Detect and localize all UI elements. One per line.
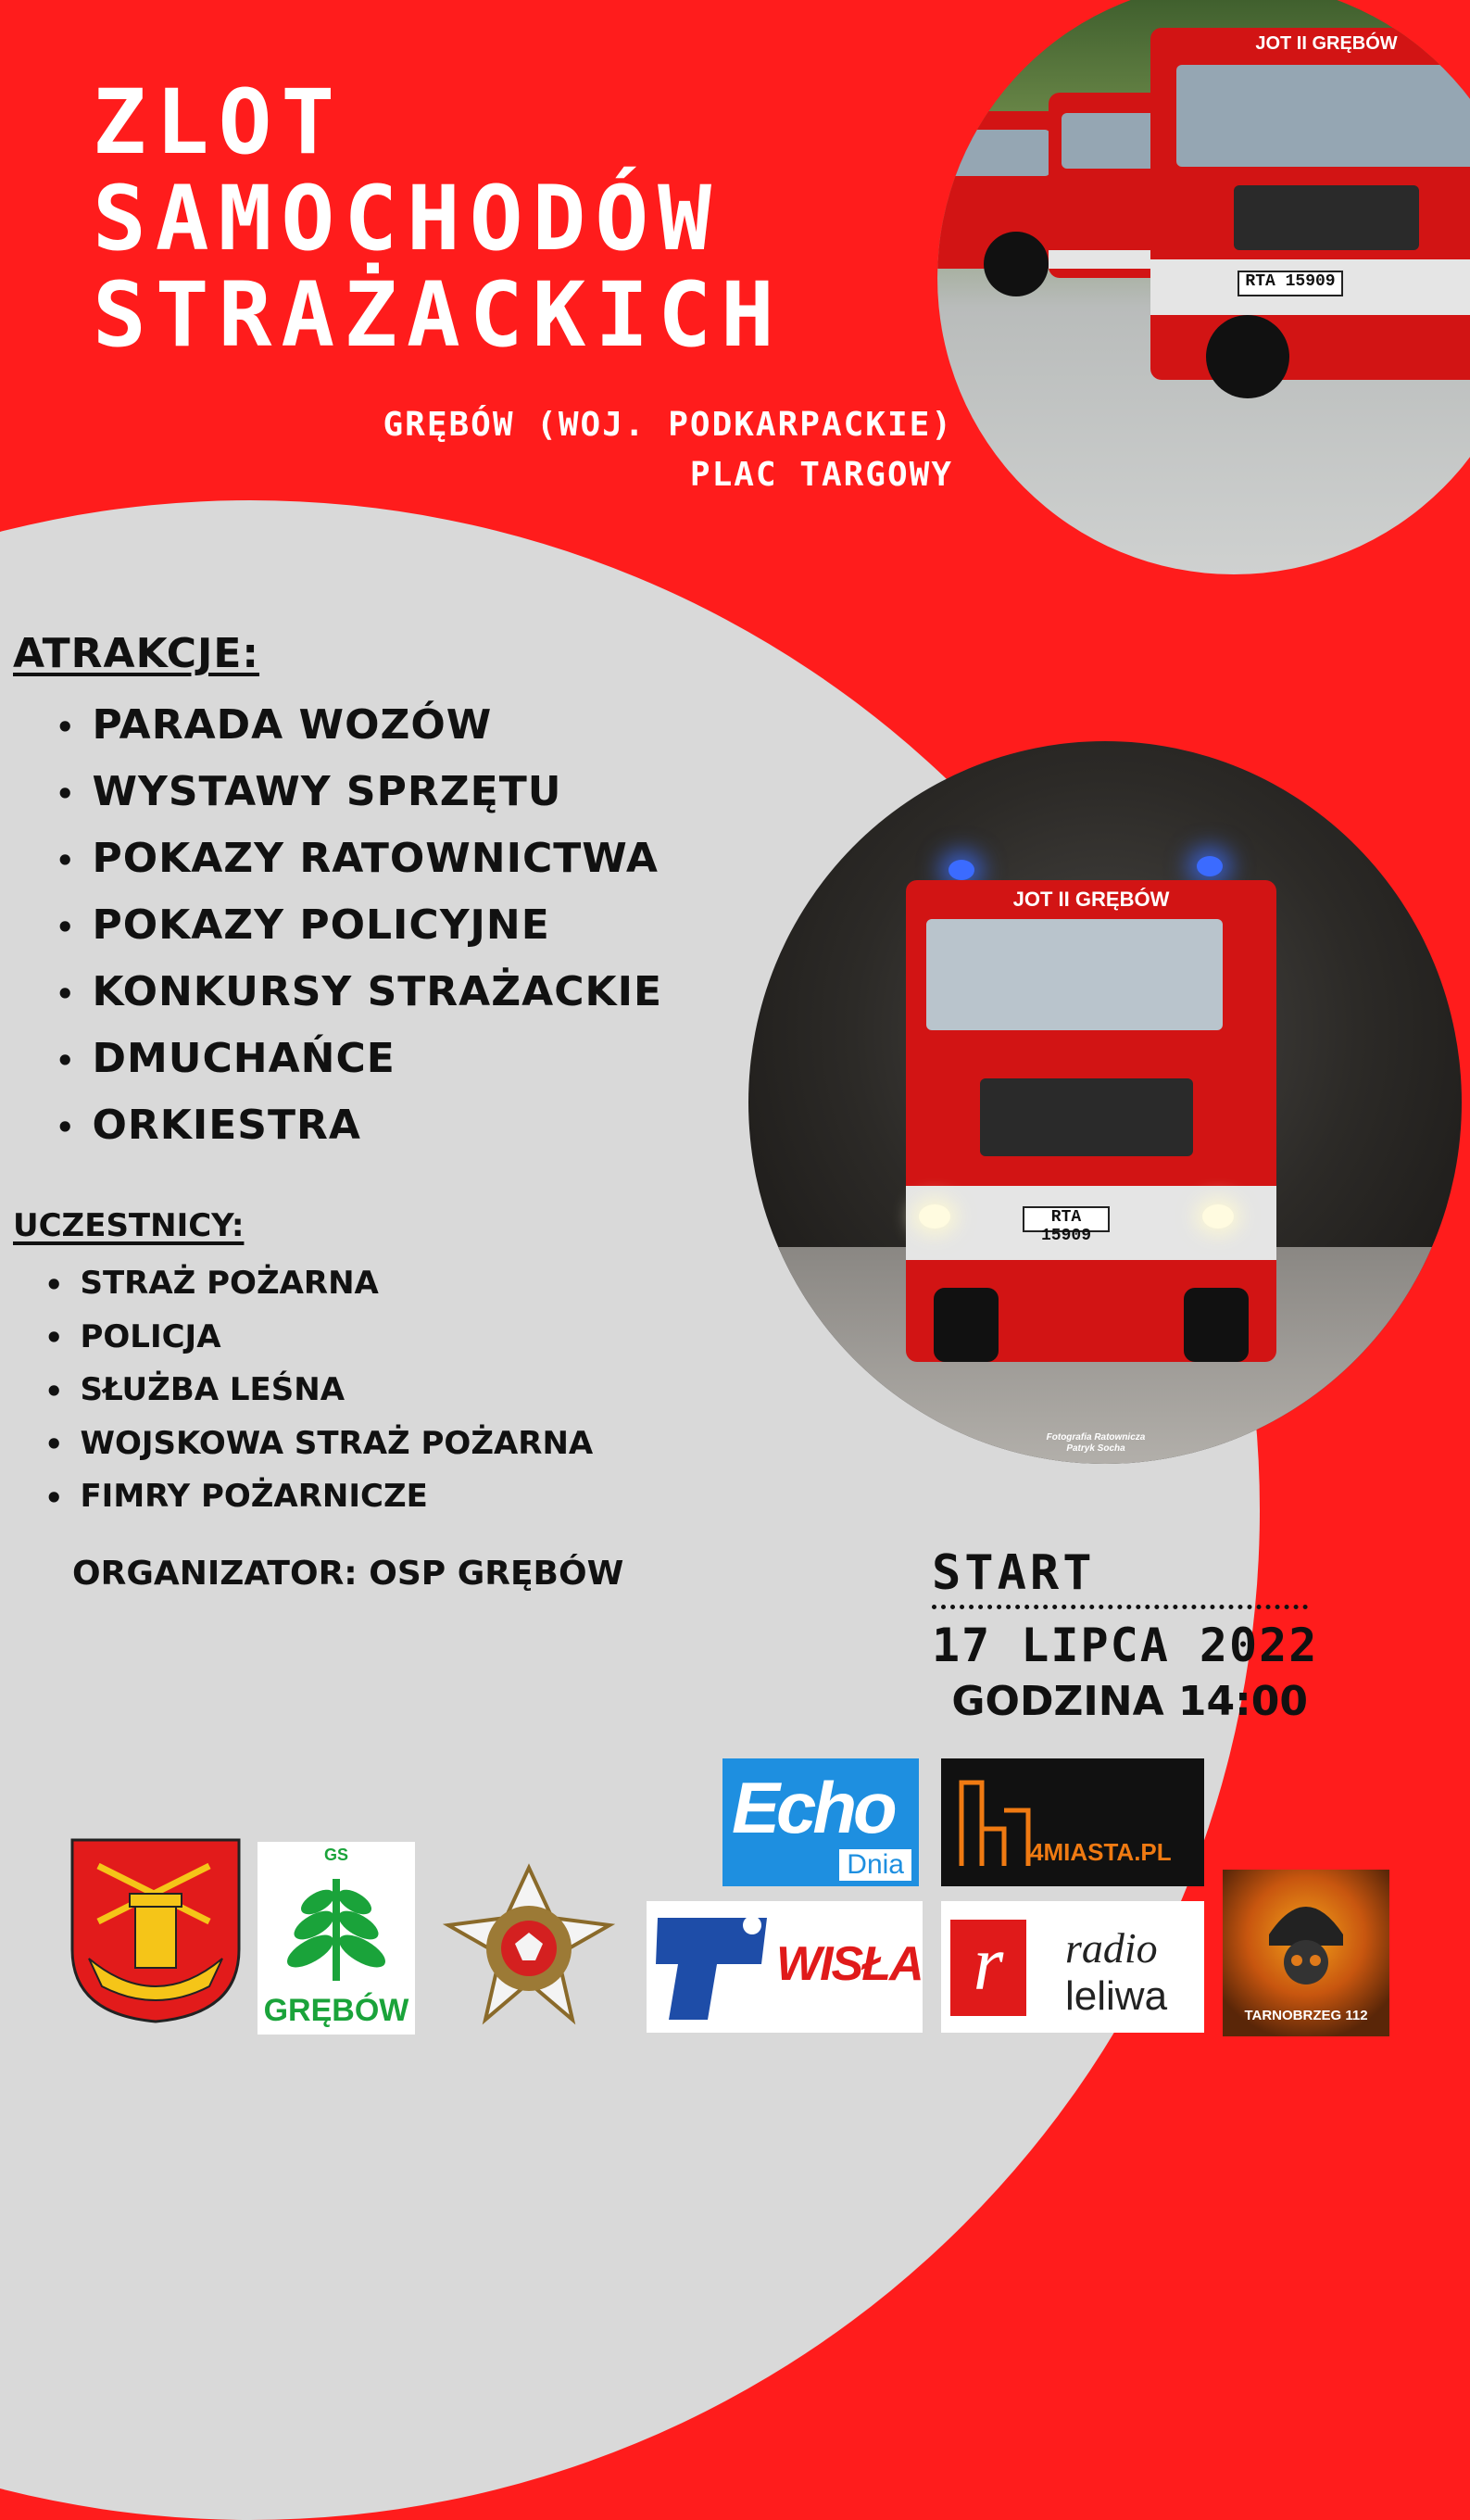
wheel-right	[1184, 1288, 1249, 1362]
tv-wisla-logo-text: WISŁA	[776, 1937, 923, 1991]
list-item: • WYSTAWY SPRZĘTU	[56, 760, 662, 826]
fire-brigade-cross-icon	[443, 1862, 615, 2035]
event-location	[383, 400, 953, 500]
location-line-1: GRĘBÓW (WOJ. PODKARPACKIE)	[383, 406, 953, 444]
truck-cab-header: JOT II GRĘBÓW	[1255, 33, 1398, 54]
grille	[1234, 185, 1419, 250]
windshield	[1176, 65, 1470, 167]
gs-logo-name: GRĘBÓW	[263, 1993, 409, 2028]
participants-heading: UCZESTNICY:	[13, 1207, 245, 1244]
license-plate: RTA 15909	[1238, 271, 1343, 296]
radio-logo-bottom: leliwa	[1065, 1973, 1168, 2019]
list-item: • ORKIESTRA	[56, 1093, 662, 1160]
wheel	[984, 232, 1049, 296]
echo-dnia-logo	[722, 1758, 919, 1886]
gs-logo-top: GS	[323, 1846, 348, 1864]
osp-union-logo	[443, 1862, 615, 2035]
list-item: • POKAZY POLICYJNE	[56, 893, 662, 960]
grille	[980, 1078, 1193, 1156]
grebow-coat-of-arms-logo	[70, 1838, 241, 2023]
windshield	[939, 130, 1050, 176]
attractions-list	[56, 693, 662, 1160]
title-line-2: SAMOCHODÓW	[93, 167, 721, 271]
headlight-right	[1202, 1204, 1234, 1228]
list-item: • WOJSKOWA STRAŻ POŻARNA	[44, 1418, 593, 1471]
title-line-3: STRAŻACKICH	[93, 263, 784, 367]
gs-grebow-logo	[258, 1842, 415, 2035]
start-date: 17 LIPCA 2022	[932, 1619, 1319, 1672]
tarnobrzeg-logo-text: TARNOBRZEG 112	[1244, 2008, 1368, 2023]
title-line-1: ZLOT	[93, 70, 345, 174]
fire-truck	[906, 880, 1276, 1362]
list-item: • POKAZY RATOWNICTWA	[56, 826, 662, 893]
truck-cab-header: JOT II GRĘBÓW	[1012, 888, 1170, 911]
license-plate: RTA 15909	[1023, 1206, 1110, 1232]
wheel	[1206, 315, 1289, 398]
4miasta-logo	[941, 1758, 1204, 1886]
echo-logo-sub: Dnia	[839, 1849, 911, 1881]
list-item: • FIMRY POŻARNICZE	[44, 1470, 593, 1524]
start-time: GODZINA 14:00	[951, 1678, 1308, 1725]
fire-truck-front	[1150, 28, 1470, 380]
start-info	[932, 1545, 1319, 1728]
list-item: • KONKURSY STRAŻACKIE	[56, 960, 662, 1027]
fire-truck-left	[937, 111, 1067, 269]
photo-parked-fire-trucks	[937, 0, 1470, 574]
photo-fire-truck-forest	[748, 741, 1462, 1464]
4miasta-logo-text: 4MIASTA.PL	[1030, 1838, 1172, 1866]
radio-leliwa-logo	[941, 1901, 1204, 2033]
start-label: START	[932, 1545, 1308, 1609]
echo-logo-word: Echo	[732, 1767, 894, 1848]
blue-light-left	[949, 860, 974, 880]
building-outline-icon	[958, 1773, 1032, 1870]
radio-logo-top: radio	[1065, 1924, 1158, 1972]
organizer-text: ORGANIZATOR: OSP GRĘBÓW	[72, 1555, 624, 1593]
photo-credit-line-2: Patryk Socha	[1066, 1443, 1125, 1454]
photo-credit-line-1: Fotografia Ratownicza	[1046, 1432, 1146, 1443]
list-item: • PARADA WOZÓW	[56, 693, 662, 760]
tv-icon	[652, 1909, 773, 2025]
wheat-icon	[281, 1870, 392, 1990]
windshield	[926, 919, 1223, 1030]
coat-of-arms-icon	[70, 1838, 241, 2023]
radio-r-icon: r	[950, 1920, 1026, 2016]
list-item: • DMUCHAŃCE	[56, 1027, 662, 1093]
attractions-heading: ATRAKCJE:	[13, 630, 260, 677]
wheel-left	[934, 1288, 999, 1362]
headlight-left	[919, 1204, 950, 1228]
location-line-2: PLAC TARGOWY	[689, 456, 953, 494]
tarnobrzeg-112-logo	[1223, 1870, 1389, 2036]
participants-list	[44, 1257, 593, 1524]
poster-title	[93, 70, 784, 367]
firefighter-helmet-icon	[1260, 1888, 1352, 1990]
photo-credit	[1026, 1432, 1165, 1455]
list-item: • SŁUŻBA LEŚNA	[44, 1364, 593, 1418]
list-item: • STRAŻ POŻARNA	[44, 1257, 593, 1311]
blue-light-right	[1197, 856, 1223, 876]
list-item: • POLICJA	[44, 1311, 593, 1365]
tv-wisla-logo	[647, 1901, 923, 2033]
